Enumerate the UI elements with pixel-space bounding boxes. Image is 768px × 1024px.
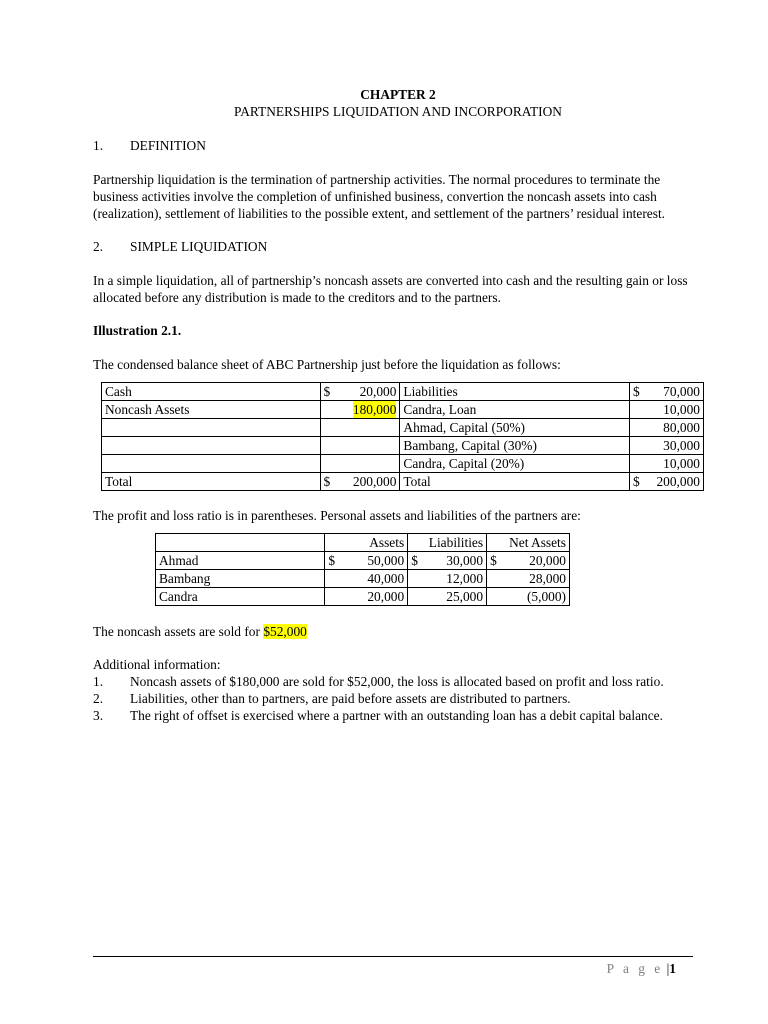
list-number: 3. bbox=[93, 708, 104, 723]
liability-name-cell bbox=[400, 383, 630, 401]
table-row bbox=[102, 383, 704, 401]
section-number: 2. bbox=[93, 239, 104, 254]
asset-amount-cell bbox=[320, 419, 400, 437]
table-row bbox=[156, 588, 570, 606]
liability-amount-cell bbox=[630, 437, 704, 455]
table-row bbox=[102, 419, 704, 437]
liability-amount-cell bbox=[630, 455, 704, 473]
asset-name-cell bbox=[102, 473, 321, 491]
liability-amount-cell bbox=[630, 419, 704, 437]
table-row bbox=[156, 552, 570, 570]
illustration-label: Illustration 2.1. bbox=[93, 323, 182, 338]
liability-name-cell bbox=[400, 401, 630, 419]
asset-amount-cell bbox=[320, 455, 400, 473]
liability-name-cell bbox=[400, 419, 630, 437]
currency-symbol: $ bbox=[490, 553, 497, 568]
currency-symbol: $ bbox=[323, 474, 331, 489]
liability-amount: 10,000 bbox=[663, 402, 700, 417]
liability-amount-cell bbox=[630, 473, 704, 491]
chapter-subtitle: PARTNERSHIPS LIQUIDATION AND INCORPORATION bbox=[234, 104, 562, 119]
liability-amount-cell bbox=[630, 401, 704, 419]
profit-loss-intro: The profit and loss ratio is in parentheses. Personal assets and liabilities of the partners are: bbox=[93, 508, 581, 523]
page-number bbox=[607, 960, 676, 977]
list-number: 1. bbox=[93, 674, 104, 689]
list-text: The right of offset is exercised where a partner with an outstanding loan has a debit capital balance. bbox=[130, 708, 663, 723]
partner-assets-cell bbox=[325, 588, 408, 606]
page-separator: | bbox=[666, 961, 670, 976]
partner-liabilities-cell bbox=[408, 588, 487, 606]
table-row bbox=[156, 570, 570, 588]
header-cell bbox=[156, 534, 325, 552]
currency-symbol: $ bbox=[633, 474, 640, 489]
list-item bbox=[93, 707, 703, 724]
liability-name: Total bbox=[403, 474, 431, 489]
partner-net-assets: 28,000 bbox=[529, 571, 566, 586]
partner-assets: 50,000 bbox=[367, 553, 405, 568]
list-text: Liabilities, other than to partners, are paid before assets are distributed to partners. bbox=[130, 691, 571, 706]
asset-amount-cell bbox=[320, 383, 400, 401]
page-label: P a g e bbox=[606, 961, 664, 976]
liability-name: Ahmad, Capital (50%) bbox=[403, 420, 526, 435]
liability-name-cell bbox=[400, 473, 630, 491]
liability-amount: 80,000 bbox=[663, 420, 700, 435]
simple-liquidation-paragraph: In a simple liquidation, all of partnership’s noncash assets are converted into cash and the resulting gain or loss allocated before any distribution is made to the creditors and to the partners. bbox=[93, 273, 688, 305]
partner-name: Bambang bbox=[159, 571, 211, 586]
partner-liabilities-cell bbox=[408, 552, 487, 570]
partner-name-cell bbox=[156, 552, 325, 570]
table-row bbox=[102, 437, 704, 455]
liability-amount-cell bbox=[630, 383, 704, 401]
partners-table bbox=[155, 533, 570, 606]
liability-name-cell bbox=[400, 437, 630, 455]
section-title: SIMPLE LIQUIDATION bbox=[130, 239, 268, 254]
list-item bbox=[93, 690, 703, 707]
asset-name: Noncash Assets bbox=[105, 402, 190, 417]
list-text: Noncash assets of $180,000 are sold for $52,000, the loss is allocated based on profit and loss ratio. bbox=[130, 674, 664, 689]
partner-liabilities-cell bbox=[408, 570, 487, 588]
liability-name: Candra, Capital (20%) bbox=[403, 456, 525, 471]
list-item bbox=[93, 673, 703, 690]
currency-symbol: $ bbox=[328, 553, 336, 568]
partner-name-cell bbox=[156, 588, 325, 606]
table-row bbox=[102, 401, 704, 419]
section-heading-simple-liquidation bbox=[93, 238, 703, 255]
table-row bbox=[102, 455, 704, 473]
liability-amount: 200,000 bbox=[656, 474, 700, 489]
liability-amount: 10,000 bbox=[663, 456, 700, 471]
asset-name: Total bbox=[105, 474, 133, 489]
partner-net-assets-cell bbox=[487, 570, 570, 588]
sold-amount-highlight: $52,000 bbox=[263, 624, 307, 639]
liability-name-cell bbox=[400, 455, 630, 473]
asset-amount-cell bbox=[320, 401, 400, 419]
page-footer bbox=[93, 956, 693, 976]
partner-liabilities: 30,000 bbox=[446, 553, 484, 568]
header-cell: Net Assets bbox=[487, 534, 570, 552]
asset-name-cell bbox=[102, 437, 321, 455]
asset-amount: 200,000 bbox=[352, 474, 397, 489]
partner-name: Candra bbox=[159, 589, 198, 604]
balance-sheet-intro: The condensed balance sheet of ABC Partnership just before the liquidation as follows: bbox=[93, 357, 561, 372]
partner-name-cell bbox=[156, 570, 325, 588]
table-row bbox=[102, 473, 704, 491]
partner-assets-cell bbox=[325, 570, 408, 588]
additional-info-list bbox=[93, 673, 703, 724]
partner-assets-cell bbox=[325, 552, 408, 570]
balance-sheet-table bbox=[101, 382, 704, 491]
asset-name: Cash bbox=[105, 384, 132, 399]
definition-paragraph: Partnership liquidation is the termination of partnership activities. The normal procedures to terminate the business activities involve the completion of unfinished business, convertion the noncash assets into cash (realization), settlement of liabilities to the possible extent, and settlement of the partners’ residual interest. bbox=[93, 172, 666, 221]
section-number: 1. bbox=[93, 138, 104, 153]
partner-assets: 40,000 bbox=[367, 571, 405, 586]
page-number-value: 1 bbox=[669, 961, 676, 976]
partner-liabilities: 25,000 bbox=[446, 589, 484, 604]
partner-net-assets: 20,000 bbox=[529, 553, 566, 568]
asset-amount-cell bbox=[320, 473, 400, 491]
header-cell: Liabilities bbox=[408, 534, 487, 552]
partner-net-assets-cell bbox=[487, 588, 570, 606]
partner-name: Ahmad bbox=[159, 553, 199, 568]
sold-text: The noncash assets are sold for bbox=[93, 624, 264, 639]
asset-amount: 180,000 bbox=[352, 402, 397, 417]
liability-name: Liabilities bbox=[403, 384, 458, 399]
header-cell: Assets bbox=[325, 534, 408, 552]
liability-name: Bambang, Capital (30%) bbox=[403, 438, 537, 453]
asset-name-cell bbox=[102, 383, 321, 401]
liability-amount: 70,000 bbox=[663, 384, 700, 399]
currency-symbol: $ bbox=[323, 384, 331, 399]
partner-liabilities: 12,000 bbox=[446, 571, 484, 586]
currency-symbol: $ bbox=[633, 384, 640, 399]
asset-name-cell bbox=[102, 401, 321, 419]
additional-info-title: Additional information: bbox=[93, 657, 221, 672]
asset-name-cell bbox=[102, 419, 321, 437]
partner-net-assets: (5,000) bbox=[526, 589, 566, 604]
list-number: 2. bbox=[93, 691, 104, 706]
chapter-title: CHAPTER 2 bbox=[360, 87, 436, 102]
liability-name: Candra, Loan bbox=[403, 402, 477, 417]
table-header-row bbox=[156, 534, 570, 552]
document-page bbox=[93, 86, 703, 724]
asset-name-cell bbox=[102, 455, 321, 473]
sold-sentence bbox=[93, 623, 703, 640]
currency-symbol: $ bbox=[411, 553, 418, 568]
section-title: DEFINITION bbox=[130, 138, 206, 153]
section-heading-definition bbox=[93, 137, 703, 154]
liability-amount: 30,000 bbox=[663, 438, 700, 453]
asset-amount-cell bbox=[320, 437, 400, 455]
asset-amount: 20,000 bbox=[359, 384, 397, 399]
partner-assets: 20,000 bbox=[367, 589, 405, 604]
partner-net-assets-cell bbox=[487, 552, 570, 570]
